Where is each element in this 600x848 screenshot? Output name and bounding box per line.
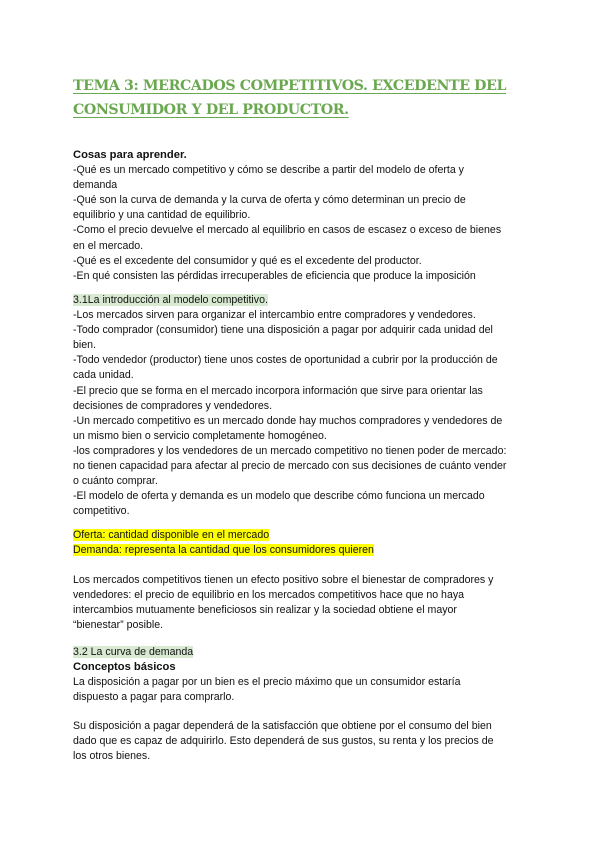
text-line: los otros bienes. (73, 750, 151, 763)
text-line: o cuánto comprar. (73, 475, 158, 488)
text-line: Los mercados competitivos tienen un efecto positivo sobre el bienestar de compradores y (73, 574, 494, 586)
text-line: equilibrio y una cantidad de equilibrio. (73, 209, 251, 222)
text-line: -Qué es el excedente del consumidor y qué es el excedente del productor. (73, 254, 422, 267)
section-3-1-heading: 3.1La introducción al modelo competitivo. (73, 294, 268, 306)
text-line: cada unidad. (73, 369, 134, 382)
learning-goals-heading: Cosas para aprender. (73, 149, 187, 161)
conceptos-basicos-heading: Conceptos básicos (73, 661, 176, 674)
text-line: un mismo bien o servicio completamente homogéneo. (73, 429, 327, 442)
document-title (73, 74, 543, 122)
text-line: competitivo. (73, 505, 130, 518)
disposicion-paragraph (73, 719, 533, 764)
text-line: -El modelo de oferta y demanda es un modelo que describe cómo funciona un mercado (73, 490, 485, 503)
text-line: -Qué es un mercado competitivo y cómo se describe a partir del modelo de oferta y (73, 164, 464, 177)
text-line: demanda (73, 179, 118, 192)
text-line: -Todo comprador (consumidor) tiene una disposición a pagar por adquirir cada unidad del (73, 324, 493, 337)
title-line: CONSUMIDOR Y DEL PRODUCTOR. (73, 102, 349, 118)
text-line: bien. (73, 339, 96, 352)
definitions-section (73, 528, 533, 558)
demanda-definition: Demanda: representa la cantidad que los consumidores quieren (73, 544, 374, 557)
text-line: “bienestar” posible. (73, 619, 164, 632)
title-line: TEMA 3: MERCADOS COMPETITIVOS. EXCEDENTE DEL (73, 78, 507, 94)
section-3-2-heading: 3.2 La curva de demanda (73, 646, 194, 658)
text-line: La disposición a pagar por un bien es el precio máximo que un consumidor estaría (73, 676, 461, 689)
text-line: decisiones de compradores y vendedores. (73, 399, 273, 412)
text-line: -Todo vendedor (productor) tiene unos costes de oportunidad a cubrir por la producción de (73, 354, 498, 367)
text-line: -En qué consisten las pérdidas irrecuperables de eficiencia que produce la imposición (73, 269, 476, 282)
text-line: en el mercado. (73, 239, 144, 252)
text-line: Su disposición a pagar dependerá de la satisfacción que obtiene por el consumo del bien (73, 720, 492, 732)
learning-goals-section (73, 148, 533, 284)
text-line: dispuesto a pagar para comprarlo. (73, 691, 235, 704)
bienestar-paragraph (73, 573, 533, 633)
text-line: dado que es capaz de adquirirlo. Esto dependerá de sus gustos, su renta y los precios de (73, 735, 494, 748)
text-line: -los compradores y los vendedores de un mercado competitivo no tienen poder de mercado: (73, 444, 507, 457)
text-line: vendedores: el precio de equilibrio en los mercados competitivos hace que no haya (73, 589, 465, 602)
text-line: -Qué son la curva de demanda y la curva de oferta y cómo determinan un precio de (73, 194, 466, 207)
text-line: no tienen capacidad para afectar al precio de mercado con sus decisiones de cuánto vender (73, 460, 507, 473)
oferta-definition: Oferta: cantidad disponible en el mercado (73, 529, 270, 541)
text-line: -El precio que se forma en el mercado incorpora información que sirve para orientar las (73, 384, 483, 397)
text-line: -Como el precio devuelve el mercado al equilibrio en casos de escasez o exceso de bienes (73, 224, 502, 237)
section-3-2 (73, 645, 533, 705)
text-line: -Un mercado competitivo es un mercado donde hay muchos compradores y vendedores de (73, 414, 503, 427)
text-line: intercambios mutuamente beneficiosos sin realizar y la sociedad obtiene el mayor (73, 604, 457, 617)
text-line: -Los mercados sirven para organizar el intercambio entre compradores y vendedores. (73, 309, 476, 322)
section-3-1 (73, 293, 533, 519)
